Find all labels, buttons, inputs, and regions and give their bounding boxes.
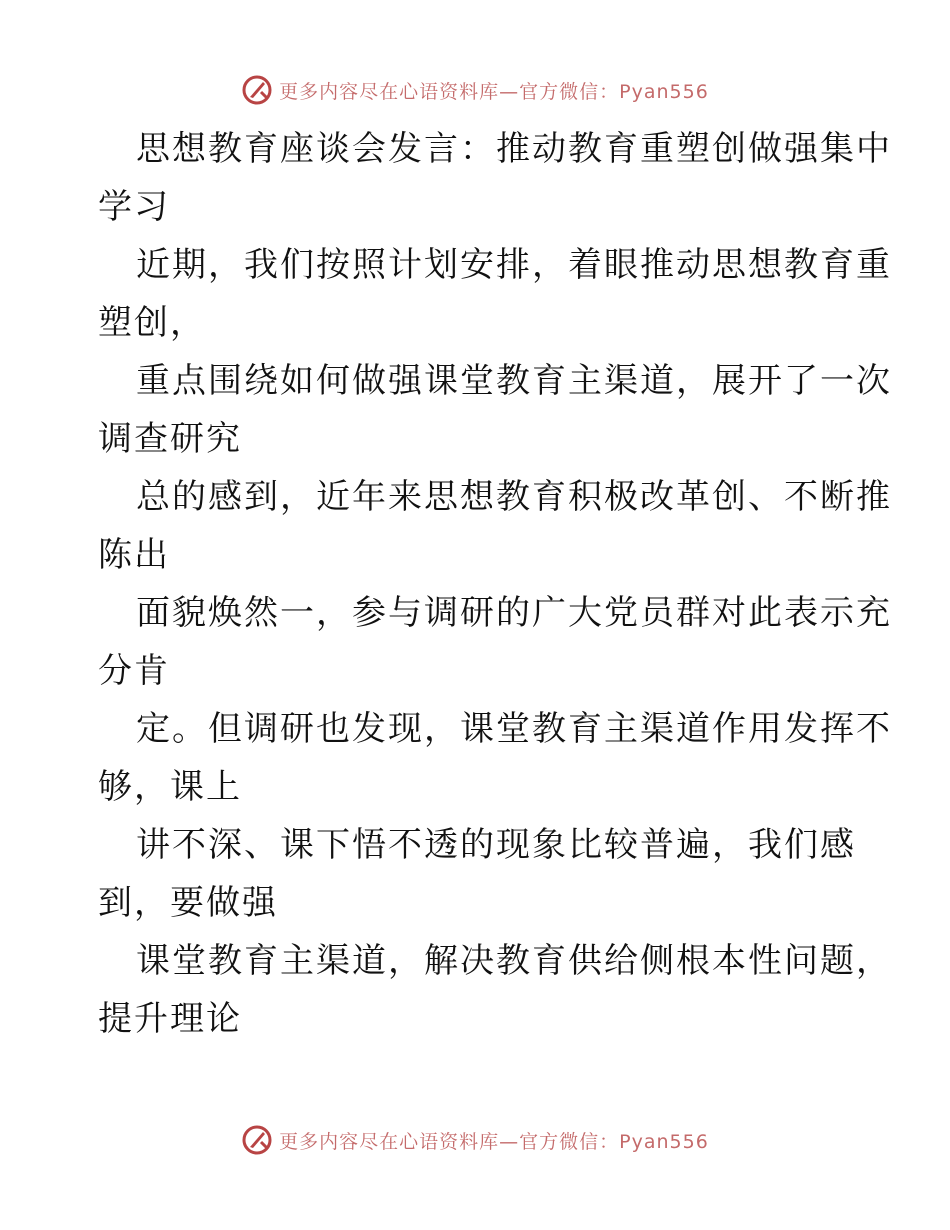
watermark-text: 更多内容尽在心语资料库—官方微信：Pyan556 [279, 80, 709, 103]
document-body [98, 120, 892, 1048]
paragraph-line: 提升理论 [98, 999, 242, 1039]
paragraph-line: 课堂教育主渠道，解决教育供给侧根本性问题， [136, 941, 892, 981]
title-line: 思想教育座谈会发言：推动教育重塑创做强集中 [136, 129, 892, 169]
paragraph-line: 总的感到，近年来思想教育积极改革创、不断推 [136, 477, 892, 517]
paragraph-line: 陈出 [98, 535, 170, 575]
paragraph-line: 分肯 [98, 651, 170, 691]
quill-seal-icon [241, 74, 273, 106]
watermark-text: 更多内容尽在心语资料库—官方微信：Pyan556 [279, 1130, 709, 1153]
header-watermark [0, 70, 950, 110]
paragraph-line: 调查研究 [98, 419, 242, 459]
title-line-continued: 学习 [98, 187, 170, 227]
paragraph-line: 讲不深、课下悟不透的现象比较普遍，我们感 [136, 825, 856, 865]
paragraph-line: 塑创， [98, 303, 206, 343]
paragraph-line: 重点围绕如何做强课堂教育主渠道，展开了一次 [136, 361, 892, 401]
footer-watermark [0, 1120, 950, 1160]
paragraph-line: 到，要做强 [98, 883, 278, 923]
paragraph-line: 面貌焕然一，参与调研的广大党员群对此表示充 [136, 593, 892, 633]
quill-seal-icon [241, 1124, 273, 1156]
paragraph-line: 定。但调研也发现，课堂教育主渠道作用发挥不 [136, 709, 892, 749]
paragraph-line: 够，课上 [98, 767, 242, 807]
paragraph-line: 近期，我们按照计划安排，着眼推动思想教育重 [136, 245, 892, 285]
